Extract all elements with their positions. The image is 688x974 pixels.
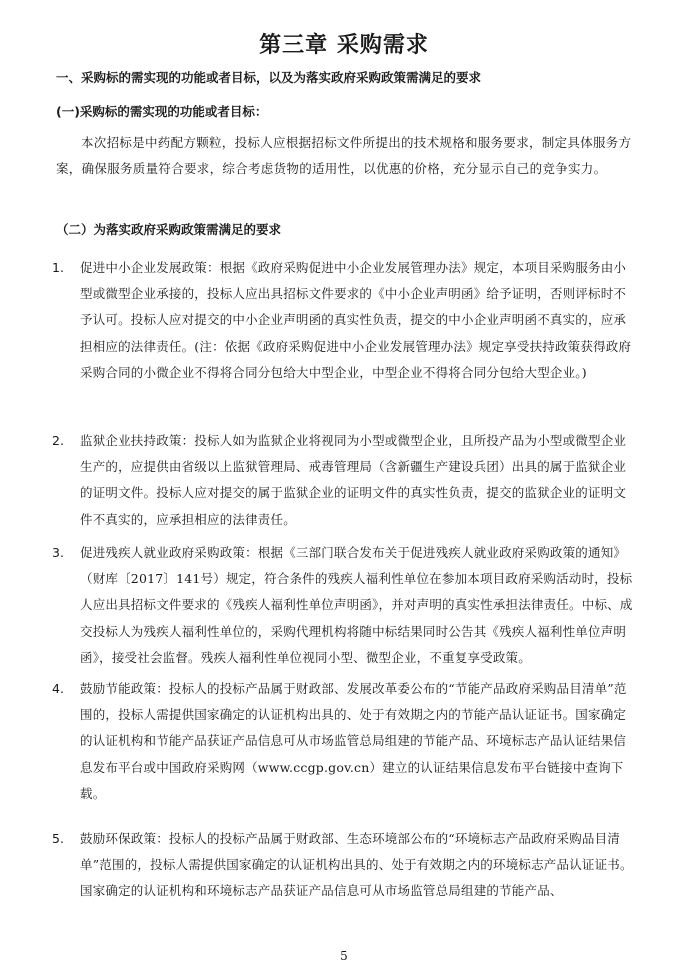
section-heading: 一、采购标的需实现的功能或者目标，以及为落实政府采购政策需满足的要求: [56, 70, 482, 85]
item-text: 促进中小企业发展政策：根据《政府采购促进中小企业发展管理办法》规定，本项目采购服务由小型或微型企业承接的，投标人应出具招标文件要求的《中小企业声明函》给予证明，否则评标时不予认可。投标人应对提交的中小企业声明函的真实性负责，提交的中小企业声明函不真实的，应承担相应的法律责任。(注：依据《政府采购促进中小企业发展管理办法》规定享受扶持政策获得政府采购合同的小微企业不得将合同分包给大中型企业，中型企业不得将合同分包给大型企业。): [80, 260, 632, 380]
item-number: 4.: [52, 681, 64, 696]
item-text: 促进残疾人就业政府采购政策：根据《三部门联合发布关于促进残疾人就业政府采购政策的通知》（财库〔2017〕141号）规定，符合条件的残疾人福利性单位在参加本项目政府采购活动时，投标人应出具招标文件要求的《残疾人福利性单位声明函》，并对声明的真实性承担法律责任。中标、成交投标人为残疾人福利性单位的，采购代理机构将随中标结果同时公告其《残疾人福利性单位声明函》，接受社会监督。残疾人福利性单位视同小型、微型企业，不重复享受政策。: [80, 545, 633, 665]
item-number: 3.: [52, 545, 64, 560]
subsection-paragraph-functions: 本次招标是中药配方颗粒，投标人应根据招标文件所提出的技术规格和服务要求，制定具体服务方案，确保服务质量符合要求，综合考虑货物的适用性，以优惠的价格，充分显示自己的竞争实力。: [56, 135, 632, 176]
page-number: 5: [340, 949, 348, 963]
item-text: 监狱企业扶持政策：投标人如为监狱企业将视同为小型或微型企业，且所投产品为小型或微型企业生产的，应提供由省级以上监狱管理局、戒毒管理局（含新疆生产建设兵团）出具的属于监狱企业的证明文件。投标人应对提交的属于监狱企业的证明文件的真实性负责，提交的监狱企业的证明文件不真实的，应承担相应的法律责任。: [80, 433, 627, 527]
subsection-heading-policy: （二）为落实政府采购政策需满足的要求: [56, 222, 282, 237]
subsection-heading-functions: (一)采购标的需实现的功能或者目标：: [56, 104, 268, 119]
item-text: 鼓励环保政策：投标人的投标产品属于财政部、生态环境部公布的“环境标志产品政府采购品目清单”范围的，投标人需提供国家确定的认证机构出具的、处于有效期之内的环境标志产品认证证书。国家确定的认证机构和环境标志产品获证产品信息可从市场监管总局组建的节能产品、: [80, 831, 633, 899]
item-number: 1.: [52, 260, 64, 275]
item-text: 鼓励节能政策：投标人的投标产品属于财政部、发展改革委公布的“节能产品政府采购品目清单”范围的，投标人需提供国家确定的认证机构出具的、处于有效期之内的节能产品认证证书。国家确定的认证机构和节能产品获证产品信息可从市场监管总局组建的节能产品、环境标志产品认证结果信息发布平台或中国政府采购网（www.ccgp.gov.cn）建立的认证结果信息发布平台链接中查询下载。: [80, 681, 627, 801]
item-number: 5.: [52, 831, 64, 846]
item-number: 2.: [52, 433, 64, 448]
chapter-title: 第三章 采购需求: [259, 33, 429, 58]
